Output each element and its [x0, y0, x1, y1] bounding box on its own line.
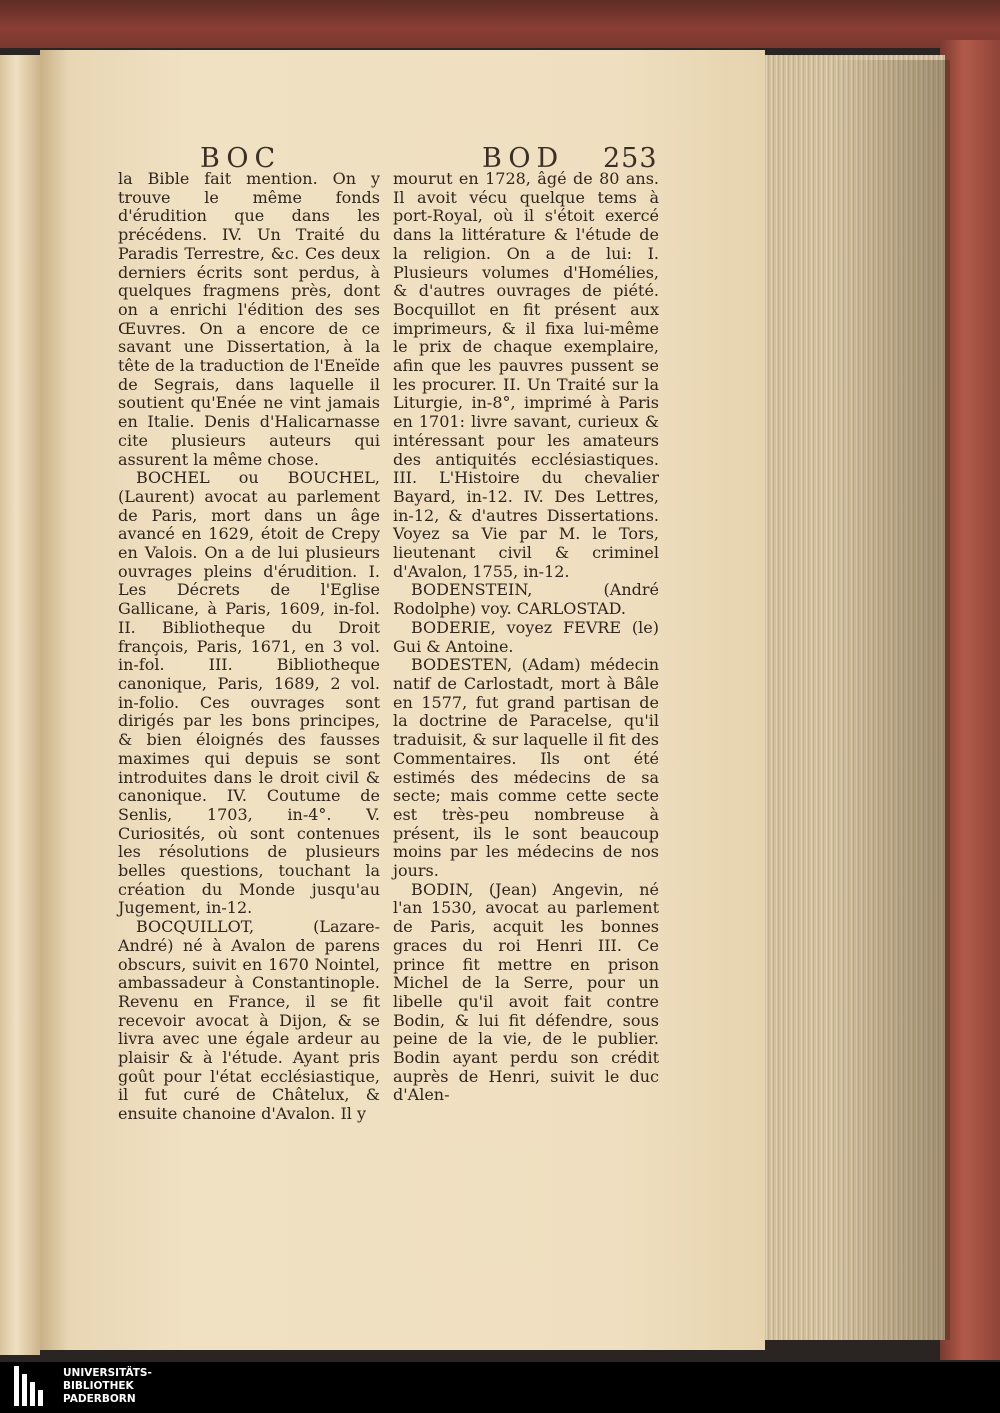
text-column-right [393, 170, 659, 1105]
paragraph: la Bible fait mention. On y trouve le même fonds d'érudition que dans les précédens. IV. Un Traité du Paradis Terrestre, &c. Ces deux derniers écrits sont perdus, à quelques fragmens près, dont on a enrichi l'édition des ses Œuvres. On a encore de ce savant une Dissertation, à la tête de la traduction de l'Eneïde de Segrais, dans laquelle il soutient qu'Enée ne vint jamais en Italie. Denis d'Halicarnasse cite plusieurs auteurs qui assurent la même chose. [118, 169, 380, 469]
entry-boderie: BODERIE, voyez FEVRE (le) Gui & Antoine. [393, 617, 659, 656]
entry-bochel: BOCHEL ou BOUCHEL, (Laurent) avocat au parlement de Paris, mort dans un âge avancé en 1629, étoit de Crepy en Valois. On a de lui plusieurs ouvrages pleins d'érudition. I. Les Décrets de l'Eglise Gallicane, à Paris, 1609, in-fol. II. Bibliotheque du Droit françois, Paris, 1671, en 3 vol. in-fol. III. Bibliotheque canonique, Paris, 1689, 2 vol. in-folio. Ces ouvrages sont dirigés par les bons principes, & bien éloignés des fausses maximes qui depuis se sont introduites dans le droit civil & canonique. IV. Coutume de Senlis, 1703, in-4°. V. Curiosités, où sont contenues les résolutions de plusieurs belles questions, touchant la création du Monde jusqu'au Jugement, in-12. [118, 468, 380, 918]
entry-bodesten: BODESTEN, (Adam) médecin natif de Carlostadt, mort à Bâle en 1577, fut grand partisan de la doctrine de Paracelse, qu'il traduisit, & sur laquelle il fit des Commentaires. Ils ont été estimés des médecins de sa secte; mais comme cette secte est très-peu nombreuse à présent, ils le sont beaucoup moins par les médecins de nos jours. [393, 655, 659, 881]
book-cover-top [0, 0, 1000, 48]
facing-page-edge [0, 55, 40, 1355]
library-name-line: BIBLIOTHEK [63, 1380, 134, 1392]
running-head-left: BOC [200, 143, 282, 174]
entry-bodenstein: BODENSTEIN, (André Rodolphe) voy. CARLOSTAD. [393, 580, 659, 619]
entry-bodin: BODIN, (Jean) Angevin, né l'an 1530, avocat au parlement de Paris, acquit les bonnes graces du roi Henri III. Ce prince fit mettre en prison Michel de la Serre, pour un libelle qu'il avoit fait contre Bodin, & lui fit défendre, sous peine de la vie, de le publier. Bodin ayant perdu son crédit auprès de Henri, suivit le duc d'Alen- [393, 879, 659, 1105]
page-block-shadow [830, 60, 950, 1340]
library-name-line: UNIVERSITÄTS- [63, 1367, 152, 1379]
text-column-left [118, 170, 380, 1124]
library-logo-icon [14, 1366, 54, 1406]
entry-bocquillot: BOCQUILLOT, (Lazare-André) né à Avalon de parens obscurs, suivit en 1670 Nointel, ambassadeur à Constantinople. Revenu en France, il se fit recevoir avocat à Dijon, & se livra avec une égale ardeur au plaisir & à l'étude. Ayant pris goût pour l'état ecclésiastique, il fut curé de Châtelux, & ensuite chanoine d'Avalon. Il y [118, 917, 380, 1124]
running-head-right: BOD [482, 143, 565, 174]
library-name [63, 1367, 152, 1406]
library-name-line: PADERBORN [63, 1393, 136, 1405]
paragraph: mourut en 1728, âgé de 80 ans. Il avoit vécu quelque tems à port-Royal, où il s'étoit exercé dans la littérature & l'étude de la religion. On a de lui: I. Plusieurs volumes d'Homélies, & d'autres ouvrages de piété. Bocquillot en fit présent aux imprimeurs, & il fixa lui-même le prix de chaque exemplaire, afin que les pauvres pussent se les procurer. II. Un Traité sur la Liturgie, in-8°, imprimé à Paris en 1701: livre savant, curieux & intéressant pour les amateurs des antiquités ecclésiastiques. III. L'Histoire du chevalier Bayard, in-12. IV. Des Lettres, in-12, & d'autres Dissertations. Voyez sa Vie par M. le Tors, lieutenant civil & criminel d'Avalon, 1755, in-12. [393, 169, 659, 581]
page-number: 253 [603, 143, 658, 174]
